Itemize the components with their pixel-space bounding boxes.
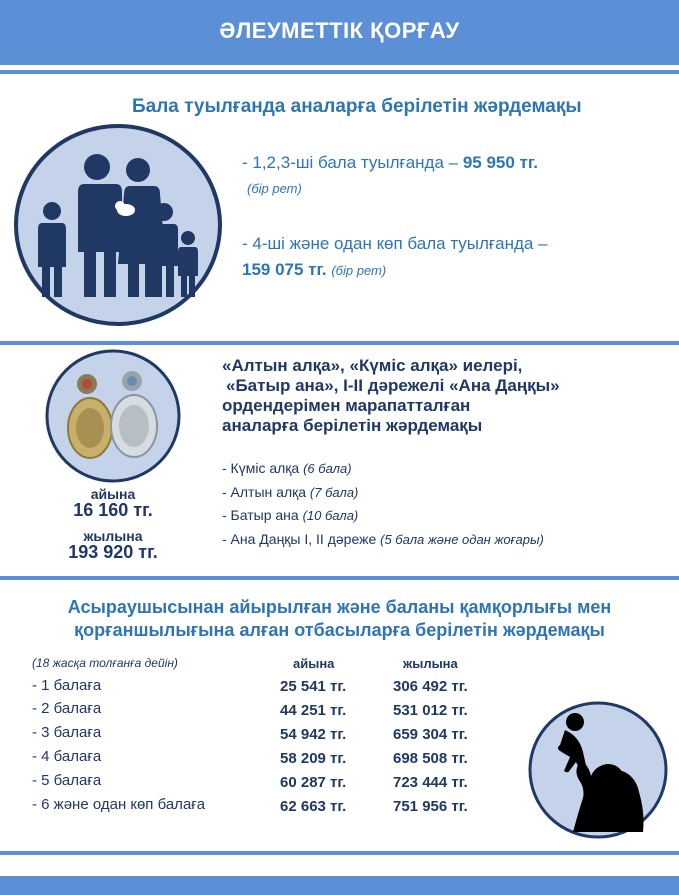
row-yearly: 723 444 тг. (393, 774, 468, 791)
mother-child-icon (527, 700, 669, 840)
row-yearly: 659 304 тг. (393, 726, 468, 743)
medals-icon (44, 348, 182, 484)
yearly-label: жылына (83, 528, 143, 544)
item1-amount: 95 950 тг. (462, 153, 538, 172)
section3-heading (0, 596, 679, 642)
heading-line: қорғаншылығына алған отбасыларға берілетін жәрдемақы (74, 620, 605, 640)
divider (0, 576, 679, 580)
monthly-amount: 16 160 тг. (73, 500, 153, 520)
row-monthly: 25 541 тг. (280, 678, 347, 695)
yearly-amount: 193 920 тг. (68, 542, 158, 562)
heading-line: ордендерімен марапатталған (222, 396, 471, 415)
list-item: - Ана Даңқы І, ІІ дәреже (5 бала және одан жоғары) (222, 530, 544, 547)
section1-item2-line2 (242, 260, 386, 280)
footer-band (0, 876, 679, 895)
row-monthly: 58 209 тг. (280, 750, 347, 767)
row-yearly: 751 956 тг. (393, 798, 468, 815)
row-label: - 6 және одан көп балаға (32, 796, 206, 813)
list-item: - Алтын алқа (7 бала) (222, 483, 359, 500)
col-monthly-header: айына (293, 656, 335, 671)
divider (0, 70, 679, 74)
heading-line: «Алтын алқа», «Күміс алқа» иелері, (222, 356, 523, 375)
row-yearly: 698 508 тг. (393, 750, 468, 767)
list-item: - Батыр ана (10 бала) (222, 507, 359, 523)
heading-line: Асыраушысынан айырылған және баланы қамқорлығы мен (67, 597, 612, 617)
row-label: - 1 балаға (32, 677, 102, 694)
row-monthly: 60 287 тг. (280, 774, 347, 791)
section1-heading: Бала туылғанда аналарға берілетін жәрдемақы (132, 96, 582, 117)
divider (0, 341, 679, 345)
item1-text: - 1,2,3-ші бала туылғанда – (242, 153, 463, 172)
family-icon (12, 120, 224, 330)
row-label: - 4 балаға (32, 748, 102, 765)
heading-line: «Батыр ана», І-ІІ дәрежелі «Ана Даңқы» (226, 376, 560, 395)
item2-amount: 159 075 тг. (242, 260, 327, 279)
section1-item1 (242, 153, 538, 173)
medal-list (222, 457, 544, 551)
heading-line: аналарға берілетін жәрдемақы (222, 416, 483, 435)
item1-note: (бір рет) (247, 181, 302, 196)
row-label: - 2 балаға (32, 700, 102, 717)
divider (0, 851, 679, 855)
item2-note: (бір рет) (331, 263, 387, 278)
row-yearly: 306 492 тг. (393, 678, 468, 695)
age-note: (18 жасқа толғанға дейін) (32, 656, 178, 670)
monthly-label: айына (90, 486, 136, 502)
page-title: ӘЛЕУМЕТТІК ҚОРҒАУ (219, 18, 460, 43)
row-monthly: 62 663 тг. (280, 798, 347, 815)
row-label: - 3 балаға (32, 724, 102, 741)
row-monthly: 44 251 тг. (280, 702, 347, 719)
row-label: - 5 балаға (32, 772, 102, 789)
row-monthly: 54 942 тг. (280, 726, 347, 743)
section2-heading (222, 356, 560, 436)
section1-item2: - 4-ші және одан көп бала туылғанда – (242, 234, 548, 253)
col-yearly-header: жылына (403, 656, 458, 671)
row-yearly: 531 012 тг. (393, 702, 468, 719)
list-item: - Күміс алқа (6 бала) (222, 460, 352, 476)
